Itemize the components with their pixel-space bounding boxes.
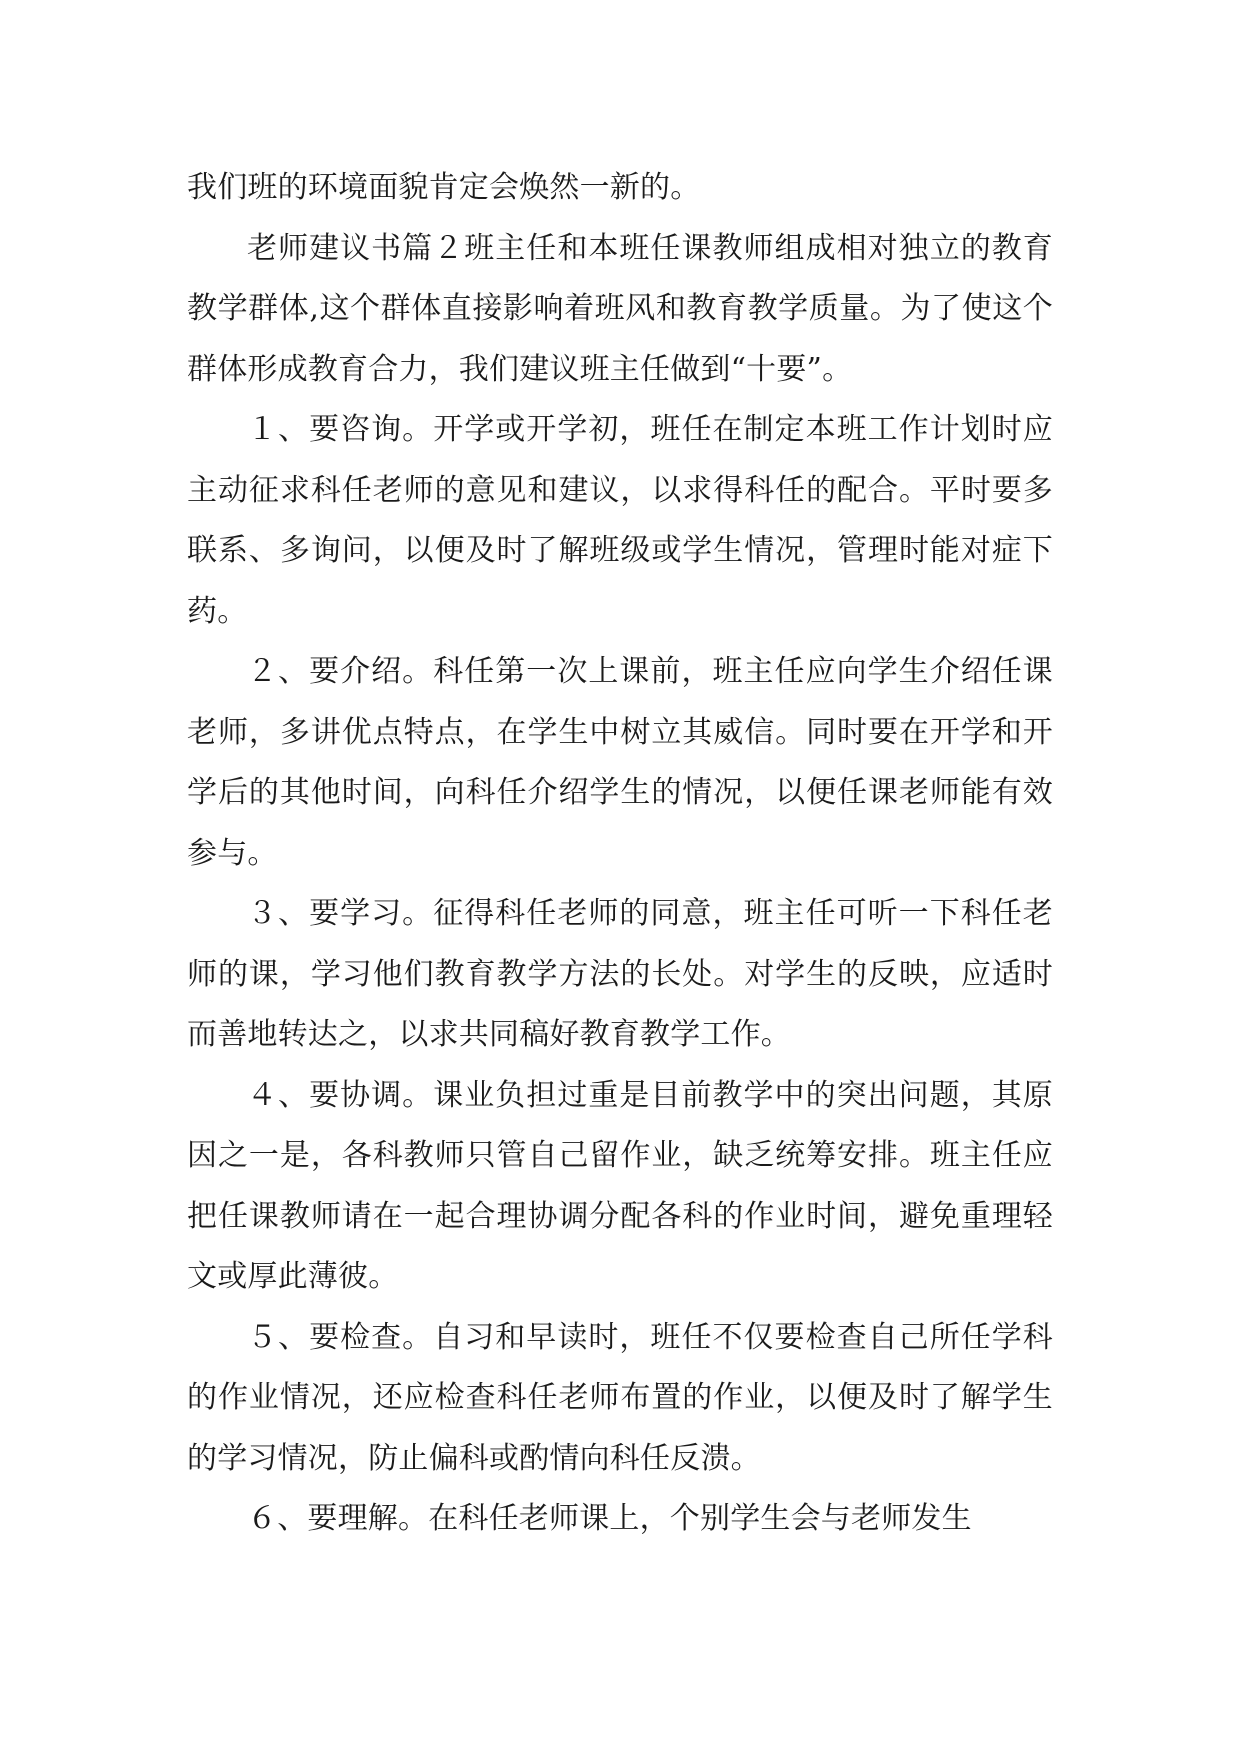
paragraph-item-1: １、要咨询。开学或开学初，班任在制定本班工作计划时应主动征求科任老师的意见和建议，以求得科任的配合。平时要多联系、多询问，以便及时了解班级或学生情况，管理时能对症下药。 bbox=[187, 412, 1053, 629]
paragraph-item-4: ４、要协调。课业负担过重是目前教学中的突出问题，其原因之一是，各科教师只管自己留作业，缺乏统筹安排。班主任应把任课教师请在一起合理协调分配各科的作业时间，避免重理轻文或厚此薄彼。 bbox=[187, 1077, 1053, 1294]
paragraph-intro: 老师建议书篇２班主任和本班任课教师组成相对独立的教育教学群体,这个群体直接影响着班风和教育教学质量。为了使这个群体形成教育合力，我们建议班主任做到“十要”。 bbox=[187, 230, 1053, 387]
paragraph-continuation: 我们班的环境面貌肯定会焕然一新的。 bbox=[187, 170, 701, 205]
paragraph-item-2: ２、要介绍。科任第一次上课前，班主任应向学生介绍任课老师，多讲优点特点，在学生中树立其威信。同时要在开学和开学后的其他时间，向科任介绍学生的情况，以便任课老师能有效参与。 bbox=[187, 654, 1053, 871]
paragraph-item-5: ５、要检查。自习和早读时，班任不仅要检查自己所任学科的作业情况，还应检查科任老师布置的作业，以便及时了解学生的学习情况，防止偏科或酌情向科任反溃。 bbox=[187, 1319, 1053, 1476]
paragraph-item-6: ６、要理解。在科任老师课上，个别学生会与老师发生 bbox=[247, 1501, 972, 1536]
paragraph-item-3: ３、要学习。征得科任老师的同意，班主任可听一下科任老师的课，学习他们教育教学方法的长处。对学生的反映，应适时而善地转达之，以求共同稿好教育教学工作。 bbox=[187, 896, 1053, 1052]
document-page bbox=[187, 158, 1053, 1550]
